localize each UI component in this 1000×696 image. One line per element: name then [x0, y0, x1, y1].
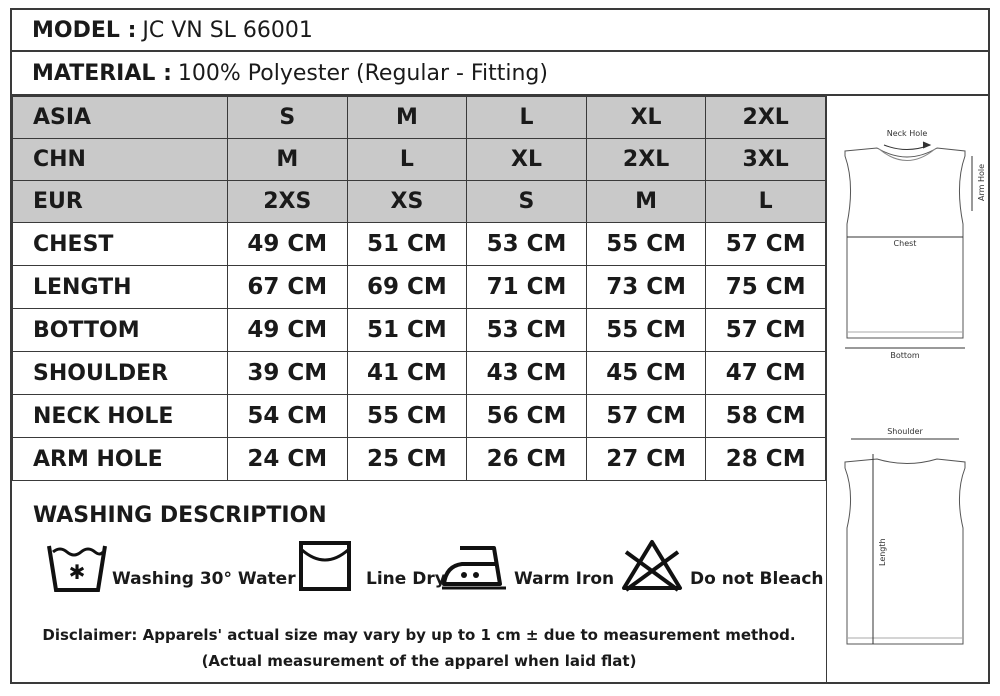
line-dry-label: Line Dry	[366, 569, 446, 589]
measure-cell: 57 CM	[586, 395, 706, 438]
region-row-eur	[13, 181, 826, 223]
wash-label: Washing 30° Water	[112, 569, 296, 589]
measure-row-length	[13, 266, 826, 309]
measure-cell: 53 CM	[467, 223, 587, 266]
measure-cell: 57 CM	[706, 309, 826, 352]
shoulder-label: Shoulder	[887, 427, 923, 436]
disclaimer-line-2: (Actual measurement of the apparel when laid flat)	[201, 652, 637, 670]
measure-cell: 51 CM	[347, 223, 467, 266]
washing-icons-row	[40, 538, 824, 598]
iron-label: Warm Iron	[514, 569, 615, 589]
measure-cell: 41 CM	[347, 352, 467, 395]
measure-row-shoulder	[13, 352, 826, 395]
front-view	[845, 129, 986, 360]
size-cell: M	[228, 139, 348, 181]
measure-label: BOTTOM	[13, 309, 228, 352]
wash-tub-icon	[46, 538, 108, 594]
size-cell: XL	[467, 139, 587, 181]
size-cell: L	[706, 181, 826, 223]
svg-text:✱: ✱	[68, 560, 86, 584]
region-row-chn	[13, 139, 826, 181]
measure-cell: 49 CM	[228, 223, 348, 266]
garment-diagram-panel	[826, 96, 988, 682]
size-cell: L	[467, 97, 587, 139]
measure-cell: 49 CM	[228, 309, 348, 352]
measure-cell: 47 CM	[706, 352, 826, 395]
material-value: 100% Polyester (Regular - Fitting)	[177, 60, 548, 86]
measure-label: NECK HOLE	[13, 395, 228, 438]
measure-cell: 39 CM	[228, 352, 348, 395]
washing-title: WASHING DESCRIPTION	[33, 503, 327, 528]
measure-cell: 67 CM	[228, 266, 348, 309]
material-row	[10, 52, 990, 96]
iron-icon	[440, 542, 510, 590]
measure-cell: 55 CM	[347, 395, 467, 438]
measure-cell: 25 CM	[347, 438, 467, 481]
region-label: EUR	[13, 181, 228, 223]
no-bleach-icon	[620, 538, 684, 592]
size-table	[12, 96, 826, 481]
size-cell: M	[347, 97, 467, 139]
chest-label: Chest	[893, 239, 917, 248]
measure-cell: 26 CM	[467, 438, 587, 481]
size-cell: L	[347, 139, 467, 181]
measure-cell: 55 CM	[586, 309, 706, 352]
bleach-label: Do not Bleach	[690, 569, 824, 589]
measure-cell: 53 CM	[467, 309, 587, 352]
model-value: JC VN SL 66001	[142, 17, 313, 43]
measure-cell: 51 CM	[347, 309, 467, 352]
measure-cell: 28 CM	[706, 438, 826, 481]
measure-label: LENGTH	[13, 266, 228, 309]
neck-hole-label: Neck Hole	[886, 129, 928, 138]
material-label: MATERIAL :	[32, 60, 172, 86]
back-view	[845, 427, 965, 644]
size-cell: 2XL	[586, 139, 706, 181]
size-cell: 2XS	[228, 181, 348, 223]
measure-row-neck-hole	[13, 395, 826, 438]
measure-label: CHEST	[13, 223, 228, 266]
bottom-label: Bottom	[890, 351, 920, 360]
region-label: CHN	[13, 139, 228, 181]
arm-hole-label: Arm Hole	[977, 163, 986, 201]
measure-label: ARM HOLE	[13, 438, 228, 481]
model-label: MODEL :	[32, 17, 137, 43]
region-label: ASIA	[13, 97, 228, 139]
line-dry-icon	[298, 540, 352, 592]
measure-row-arm-hole	[13, 438, 826, 481]
measure-cell: 45 CM	[586, 352, 706, 395]
measure-row-bottom	[13, 309, 826, 352]
length-label: Length	[878, 538, 887, 566]
measure-cell: 73 CM	[586, 266, 706, 309]
size-cell: 3XL	[706, 139, 826, 181]
measure-cell: 27 CM	[586, 438, 706, 481]
measure-cell: 75 CM	[706, 266, 826, 309]
measure-cell: 54 CM	[228, 395, 348, 438]
measure-cell: 57 CM	[706, 223, 826, 266]
measure-cell: 43 CM	[467, 352, 587, 395]
measure-cell: 58 CM	[706, 395, 826, 438]
size-cell: 2XL	[706, 97, 826, 139]
tank-top-diagram	[827, 96, 989, 682]
size-cell: S	[467, 181, 587, 223]
region-row-asia	[13, 97, 826, 139]
model-row	[10, 8, 990, 52]
disclaimer-line-1: Disclaimer: Apparels' actual size may vary by up to 1 cm ± due to measurement method.	[42, 626, 796, 644]
measure-cell: 56 CM	[467, 395, 587, 438]
size-cell: S	[228, 97, 348, 139]
measure-row-chest	[13, 223, 826, 266]
measure-cell: 71 CM	[467, 266, 587, 309]
measure-label: SHOULDER	[13, 352, 228, 395]
size-cell: XL	[586, 97, 706, 139]
measure-cell: 55 CM	[586, 223, 706, 266]
measure-cell: 69 CM	[347, 266, 467, 309]
measure-cell: 24 CM	[228, 438, 348, 481]
size-cell: M	[586, 181, 706, 223]
size-cell: XS	[347, 181, 467, 223]
